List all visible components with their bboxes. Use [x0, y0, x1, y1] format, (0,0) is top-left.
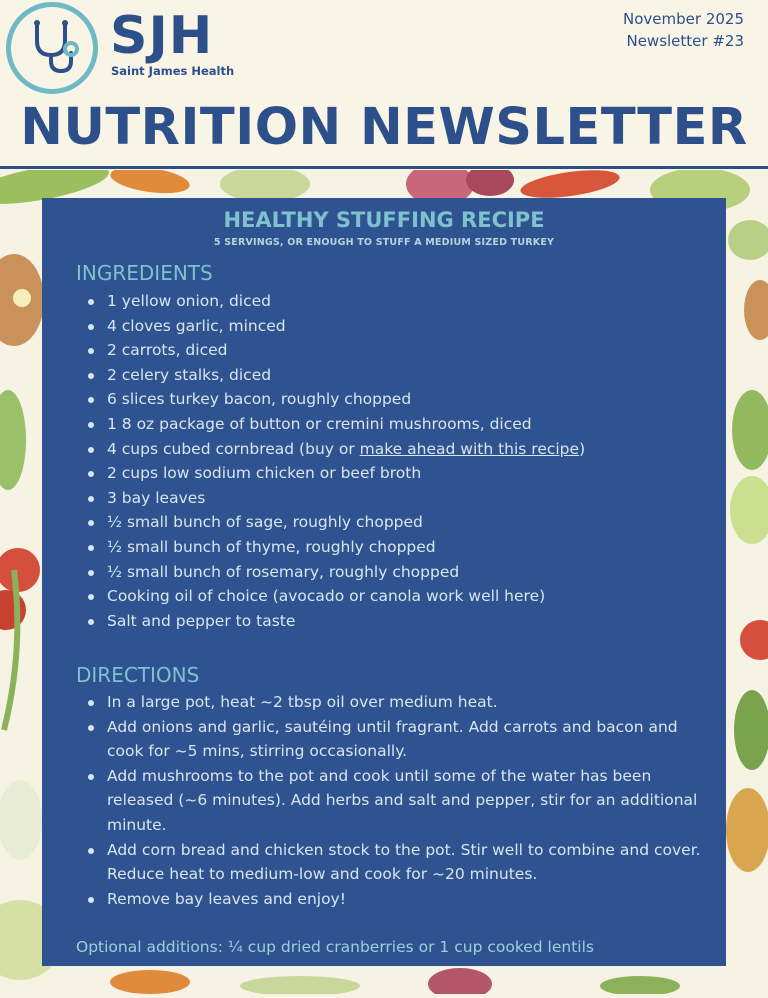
issue-date: November 2025: [623, 10, 744, 28]
newsletter-header: [0, 0, 768, 170]
recipe-title: HEALTHY STUFFING RECIPE: [223, 208, 545, 232]
ingredients-heading: INGREDIENTS: [76, 261, 213, 285]
ingredient-item: 2 celery stalks, diced: [94, 363, 704, 388]
stethoscope-icon: [21, 17, 83, 79]
ingredient-item: ½ small bunch of thyme, roughly chopped: [94, 535, 704, 560]
direction-step: Add mushrooms to the pot and cook until some of the water has been released (~6 minutes). Add herbs and salt and pepper, stir for an additional minute.: [94, 764, 704, 838]
direction-step: Add onions and garlic, sautéing until fragrant. Add carrots and bacon and cook for ~5 mins, stirring occasionally.: [94, 715, 704, 764]
directions-heading: DIRECTIONS: [76, 663, 200, 687]
ingredient-item: 2 carrots, diced: [94, 338, 704, 363]
ingredient-item: 1 yellow onion, diced: [94, 289, 704, 314]
ingredient-item: ½ small bunch of sage, roughly chopped: [94, 510, 704, 535]
ingredient-close-paren: ): [579, 439, 586, 458]
cornbread-recipe-link[interactable]: make ahead with this recipe: [359, 439, 580, 458]
ingredient-item: Salt and pepper to taste: [94, 609, 704, 634]
ingredient-text: 4 cups cubed cornbread (buy or: [107, 439, 360, 458]
direction-step: In a large pot, heat ~2 tbsp oil over medium heat.: [94, 690, 704, 715]
optional-additions: Optional additions: ¼ cup dried cranberries or 1 cup cooked lentils: [76, 938, 594, 956]
ingredient-item: Cooking oil of choice (avocado or canola work well here): [94, 584, 704, 609]
ingredient-item: [94, 437, 704, 462]
direction-step: Remove bay leaves and enjoy!: [94, 887, 704, 912]
ingredient-item: 1 8 oz package of button or cremini mushrooms, diced: [94, 412, 704, 437]
page-title: NUTRITION NEWSLETTER: [20, 98, 748, 157]
recipe-card: [42, 198, 726, 966]
logo-text: SJH: [110, 6, 214, 66]
direction-step: Add corn bread and chicken stock to the pot. Stir well to combine and cover. Reduce heat to medium-low and cook for ~20 minutes.: [94, 838, 704, 887]
ingredient-item: 6 slices turkey bacon, roughly chopped: [94, 387, 704, 412]
recipe-subtitle: 5 SERVINGS, OR ENOUGH TO STUFF A MEDIUM SIZED TURKEY: [213, 237, 555, 248]
logo-badge: [6, 2, 98, 94]
ingredient-item: 3 bay leaves: [94, 486, 704, 511]
ingredient-item: 4 cloves garlic, minced: [94, 314, 704, 339]
directions-list: [94, 690, 704, 911]
issue-number: Newsletter #23: [626, 32, 744, 50]
ingredient-item: ½ small bunch of rosemary, roughly chopped: [94, 560, 704, 585]
ingredients-list: [94, 289, 704, 633]
issue-info: [623, 8, 744, 52]
ingredient-item: 2 cups low sodium chicken or beef broth: [94, 461, 704, 486]
logo-subtitle: Saint James Health: [111, 64, 235, 78]
header-divider: [0, 166, 768, 169]
